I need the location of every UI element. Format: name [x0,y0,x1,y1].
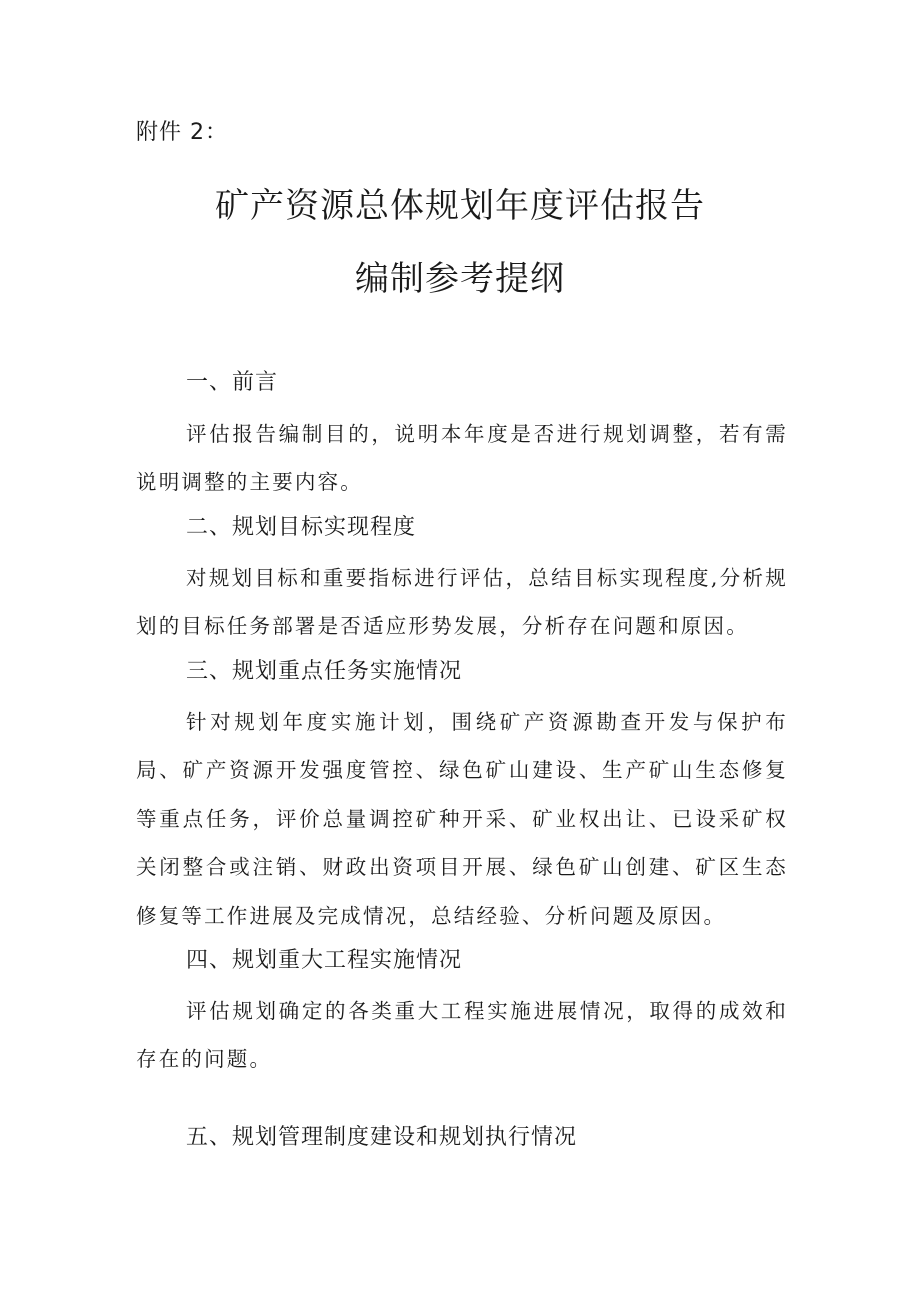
document-title-line-2: 编制参考提纲 [355,259,565,299]
section-body-1: 评估报告编制目的，说明本年度是否进行规划调整，若有需说明调整的主要内容。 [136,422,788,495]
section-body-2: 对规划目标和重要指标进行评估，总结目标实现程度,分析规划的目标任务部署是否适应形势发展，分析存在问题和原因。 [136,566,788,639]
section-heading-2: 二、规划目标实现程度 [186,515,417,540]
section-heading-4: 四、规划重大工程实施情况 [186,948,463,973]
section-body-4: 评估规划确定的各类重大工程实施进展情况，取得的成效和存在的问题。 [136,999,788,1072]
section-body-3: 针对规划年度实施计划，围绕矿产资源勘查开发与保护布局、矿产资源开发强度管控、绿色矿山建设、生产矿山生态修复等重点任务，评价总量调控矿种开采、矿业权出让、已设采矿权关闭整合或注销、财政出资项目开展、绿色矿山创建、矿区生态修复等工作进展及完成情况，总结经验、分析问题及原因。 [136,710,788,928]
document-title-line-1: 矿产资源总体规划年度评估报告 [215,186,705,226]
attachment-label: 附件 2： [136,120,228,145]
section-heading-3: 三、规划重点任务实施情况 [186,659,463,684]
section-heading-1: 一、前言 [186,370,279,395]
section-heading-5: 五、规划管理制度建设和规划执行情况 [186,1125,578,1150]
